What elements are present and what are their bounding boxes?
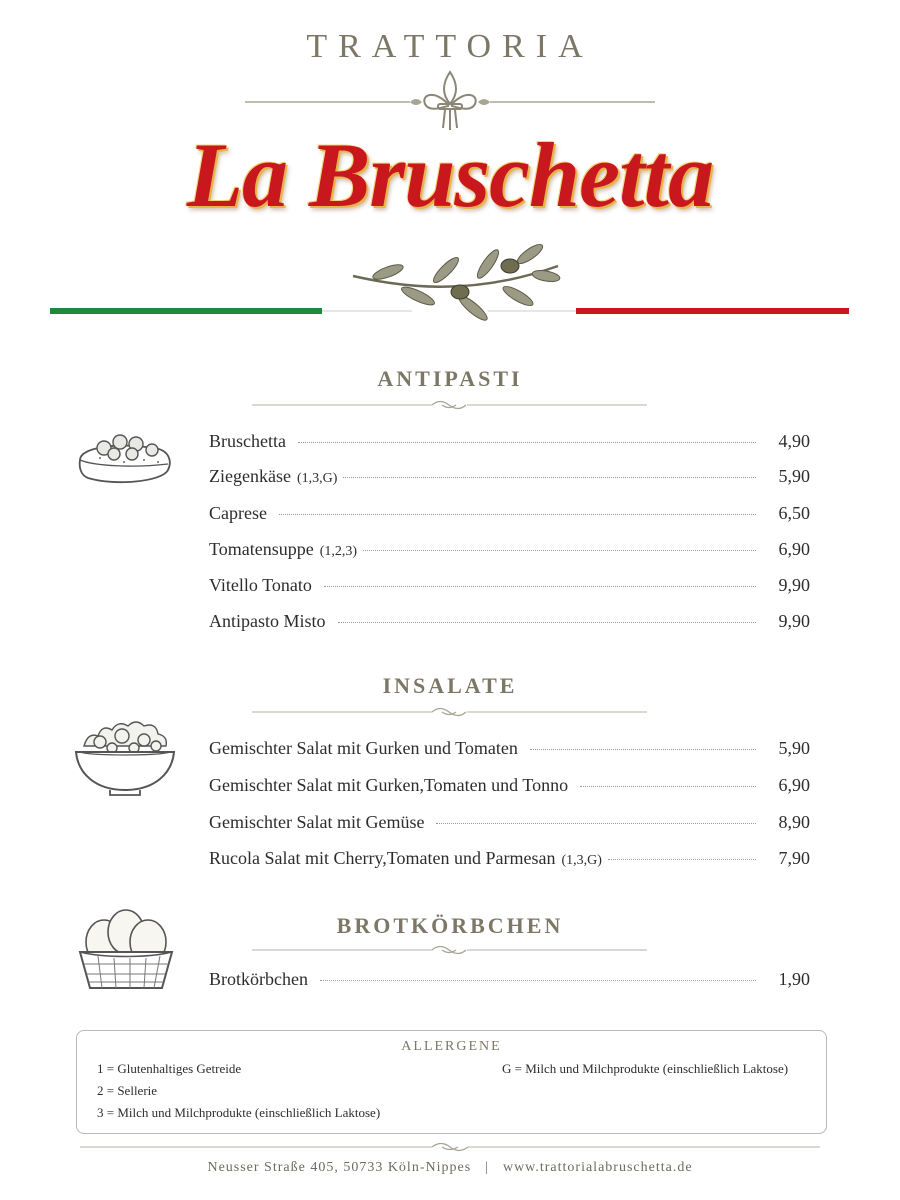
header-eyebrow: TRATTORIA [306, 28, 594, 65]
dot-leader [279, 514, 756, 515]
dot-leader [436, 823, 756, 824]
allergen-entry: G = Milch und Milchprodukte (einschließlich Laktose) [502, 1061, 789, 1076]
flag-stripe-red [576, 308, 849, 314]
item-name: Vitello Tonato [209, 575, 312, 595]
menu-item [209, 611, 810, 635]
dot-leader [338, 622, 756, 623]
salad-bowl-icon [70, 712, 180, 798]
menu-item [209, 812, 810, 836]
item-price: 7,90 [778, 848, 810, 868]
dot-leader [324, 586, 756, 587]
item-allergens: (1,3,G) [296, 471, 338, 486]
item-price: 1,90 [778, 969, 810, 989]
flag-stripe-white [488, 310, 576, 312]
item-allergens: (1,3,G) [561, 853, 602, 868]
item-price: 4,90 [778, 431, 810, 451]
allergen-entry: 2 = Sellerie [97, 1083, 158, 1098]
dot-leader [530, 749, 756, 750]
item-name: Gemischter Salat mit Gurken,Tomaten und Tonno [209, 775, 569, 795]
allergen-entry: 3 = Milch und Milchprodukte (einschließlich Laktose) [97, 1105, 381, 1120]
dot-leader [580, 786, 756, 787]
footer-divider [80, 1140, 820, 1154]
footer-address: Neusser Straße 405, 50733 Köln-Nippes [207, 1160, 472, 1175]
item-name: Gemischter Salat mit Gemüse [209, 812, 425, 832]
menu-item [209, 503, 810, 527]
item-name: Brotkörbchen [209, 969, 308, 989]
footer-website[interactable]: www.trattorialabruschetta.de [502, 1160, 693, 1175]
item-name: Tomatensuppe [209, 539, 314, 559]
footer [0, 1160, 900, 1176]
item-price: 6,90 [778, 539, 810, 559]
item-name: Bruschetta [209, 431, 286, 451]
section-divider [252, 943, 647, 957]
item-price: 5,90 [778, 738, 810, 758]
item-name: Ziegenkäse [209, 466, 291, 486]
flag-stripe-white [322, 310, 412, 312]
item-name: Caprese [209, 503, 267, 523]
item-price: 5,90 [778, 466, 810, 486]
item-name: Gemischter Salat mit Gurken und Tomaten [209, 738, 518, 758]
dot-leader [608, 859, 756, 860]
item-price: 6,50 [778, 503, 810, 523]
footer-separator: | [485, 1160, 489, 1175]
menu-item [209, 738, 810, 762]
section-divider [252, 705, 647, 719]
menu-item [209, 775, 810, 799]
dot-leader [363, 550, 756, 551]
olive-branch-icon [348, 236, 563, 328]
item-name: Antipasto Misto [209, 611, 326, 631]
dot-leader [320, 980, 756, 981]
menu-item [209, 575, 810, 599]
bruschetta-icon [74, 420, 174, 492]
allergen-title: ALLERGENE [401, 1039, 502, 1054]
restaurant-logo: La Bruschetta [186, 124, 714, 226]
dot-leader [298, 442, 756, 443]
menu-item [209, 848, 810, 872]
menu-item [209, 539, 810, 563]
flag-stripe-green [50, 308, 322, 314]
item-price: 6,90 [778, 775, 810, 795]
section-title-brotkorbchen: BROTKÖRBCHEN [336, 913, 564, 938]
item-name: Rucola Salat mit Cherry,Tomaten und Parmesan [209, 848, 556, 868]
section-title-antipasti: ANTIPASTI [377, 366, 523, 391]
allergen-legend [76, 1030, 827, 1134]
allergen-entry: 1 = Glutenhaltiges Getreide [97, 1061, 242, 1076]
item-allergens: (1,2,3) [319, 544, 358, 559]
item-price: 8,90 [778, 812, 810, 832]
menu-item [209, 969, 810, 993]
item-price: 9,90 [778, 611, 810, 631]
menu-item [209, 466, 810, 490]
item-price: 9,90 [778, 575, 810, 595]
dot-leader [343, 477, 756, 478]
bread-basket-icon [74, 906, 178, 996]
section-title-insalate: INSALATE [382, 673, 518, 698]
menu-item [209, 431, 810, 455]
section-divider [252, 398, 647, 412]
